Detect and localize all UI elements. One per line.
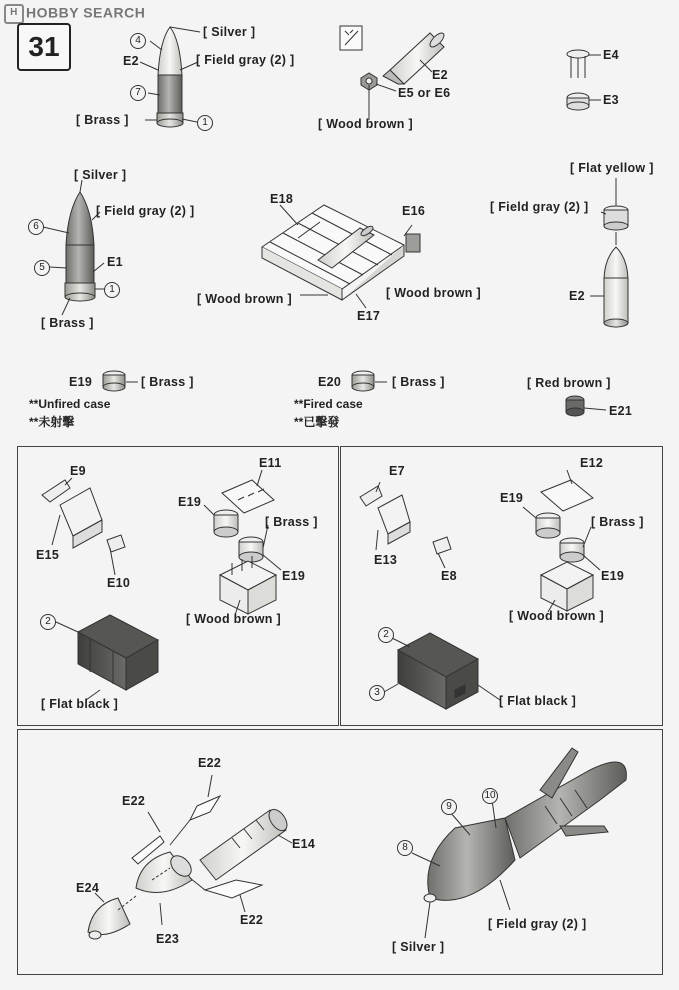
- part-e22-label-3: E22: [240, 913, 264, 927]
- fired-case-note: **Fired case: [294, 397, 363, 411]
- callout-10: 10: [482, 788, 498, 804]
- part-e18-label: E18: [270, 192, 294, 206]
- shell-assembly-1: [140, 27, 200, 127]
- wood-brown-label-5: [ Wood brown ]: [509, 609, 604, 623]
- callout-8: 8: [397, 840, 413, 856]
- wood-brown-label-4: [ Wood brown ]: [186, 612, 281, 626]
- flat-black-label-1: [ Flat black ]: [41, 697, 119, 711]
- wood-brown-label-2: [ Wood brown ]: [197, 292, 292, 306]
- field-gray-label-4: [ Field gray (2) ]: [488, 917, 587, 931]
- part-e13-label: E13: [374, 553, 398, 567]
- part-e24-label: E24: [76, 881, 100, 895]
- flat-yellow-label: [ Flat yellow ]: [570, 161, 654, 175]
- part-e22-label-1: E22: [198, 756, 222, 770]
- part-e19-label-5: E19: [601, 569, 625, 583]
- silver-label-1: [ Silver ]: [203, 25, 256, 39]
- callout-9: 9: [441, 799, 457, 815]
- wood-brown-label-1: [ Wood brown ]: [318, 117, 413, 131]
- flat-black-label-2: [ Flat black ]: [499, 694, 577, 708]
- silver-label-3: [ Silver ]: [392, 940, 445, 954]
- part-e16-label: E16: [402, 204, 426, 218]
- red-brown-label: [ Red brown ]: [527, 376, 611, 390]
- brass-label-6: [ Brass ]: [591, 515, 644, 529]
- hobby-logo-icon: H: [4, 4, 24, 24]
- part-e2-label-3: E2: [569, 289, 585, 303]
- part-e9-label: E9: [70, 464, 86, 478]
- brass-label-2: [ Brass ]: [41, 316, 94, 330]
- part-e23-label: E23: [156, 932, 180, 946]
- brass-label-4: [ Brass ]: [392, 375, 445, 389]
- callout-2-1: 2: [40, 614, 56, 630]
- callout-1-1: 1: [197, 115, 213, 131]
- e3-e4-part: [567, 50, 601, 110]
- field-gray-label-2: [ Field gray (2) ]: [96, 204, 195, 218]
- silver-label-2: [ Silver ]: [74, 168, 127, 182]
- part-e17-label: E17: [357, 309, 381, 323]
- projectile-panel: [17, 729, 663, 975]
- part-e10-label: E10: [107, 576, 131, 590]
- part-e22-label-2: E22: [122, 794, 146, 808]
- part-e2-label-2: E2: [432, 68, 448, 82]
- wood-brown-label-3: [ Wood brown ]: [386, 286, 481, 300]
- part-e5-or-e6-label: E5 or E6: [398, 86, 451, 100]
- step-number: 31: [17, 23, 71, 71]
- fired-case-note-zh: **已擊發: [294, 415, 340, 429]
- brass-label-1: [ Brass ]: [76, 113, 129, 127]
- part-e12-label: E12: [580, 456, 604, 470]
- tall-shell-assembly: [590, 178, 628, 327]
- part-e19-label-3: E19: [282, 569, 306, 583]
- callout-5: 5: [34, 260, 50, 276]
- part-e2-label-1: E2: [123, 54, 139, 68]
- part-e19-label-1: E19: [69, 375, 93, 389]
- brass-label-3: [ Brass ]: [141, 375, 194, 389]
- field-gray-label-3: [ Field gray (2) ]: [490, 200, 589, 214]
- ammo-box-panel-left: [17, 446, 339, 726]
- unfired-case-note: **Unfired case: [29, 397, 111, 411]
- fuze-tool-assembly: [340, 26, 446, 120]
- brass-label-5: [ Brass ]: [265, 515, 318, 529]
- part-e14-label: E14: [292, 837, 316, 851]
- part-e4-label: E4: [603, 48, 619, 62]
- part-e19-label-4: E19: [500, 491, 524, 505]
- part-e11-label: E11: [259, 456, 282, 470]
- e19-brass-case: [103, 371, 138, 391]
- callout-4-1: 4: [130, 33, 146, 49]
- part-e3-label: E3: [603, 93, 619, 107]
- ammo-box-panel-right: [340, 446, 663, 726]
- field-gray-label-1: [ Field gray (2) ]: [196, 53, 295, 67]
- part-e19-label-2: E19: [178, 495, 202, 509]
- callout-7-1: 7: [130, 85, 146, 101]
- callout-3: 3: [369, 685, 385, 701]
- unfired-case-note-zh: **未射擊: [29, 415, 75, 429]
- watermark-text: HOBBY SEARCH: [26, 4, 146, 21]
- part-e8-label: E8: [441, 569, 457, 583]
- part-e15-label: E15: [36, 548, 60, 562]
- callout-1-2: 1: [104, 282, 120, 298]
- callout-6: 6: [28, 219, 44, 235]
- shell-assembly-2: [43, 180, 106, 315]
- callout-2-2: 2: [378, 627, 394, 643]
- part-e1-label: E1: [107, 255, 123, 269]
- part-e21-label: E21: [609, 404, 633, 418]
- part-e7-label: E7: [389, 464, 405, 478]
- e20-brass-case: [352, 371, 387, 391]
- part-e20-label: E20: [318, 375, 342, 389]
- e21-cap: [566, 396, 606, 416]
